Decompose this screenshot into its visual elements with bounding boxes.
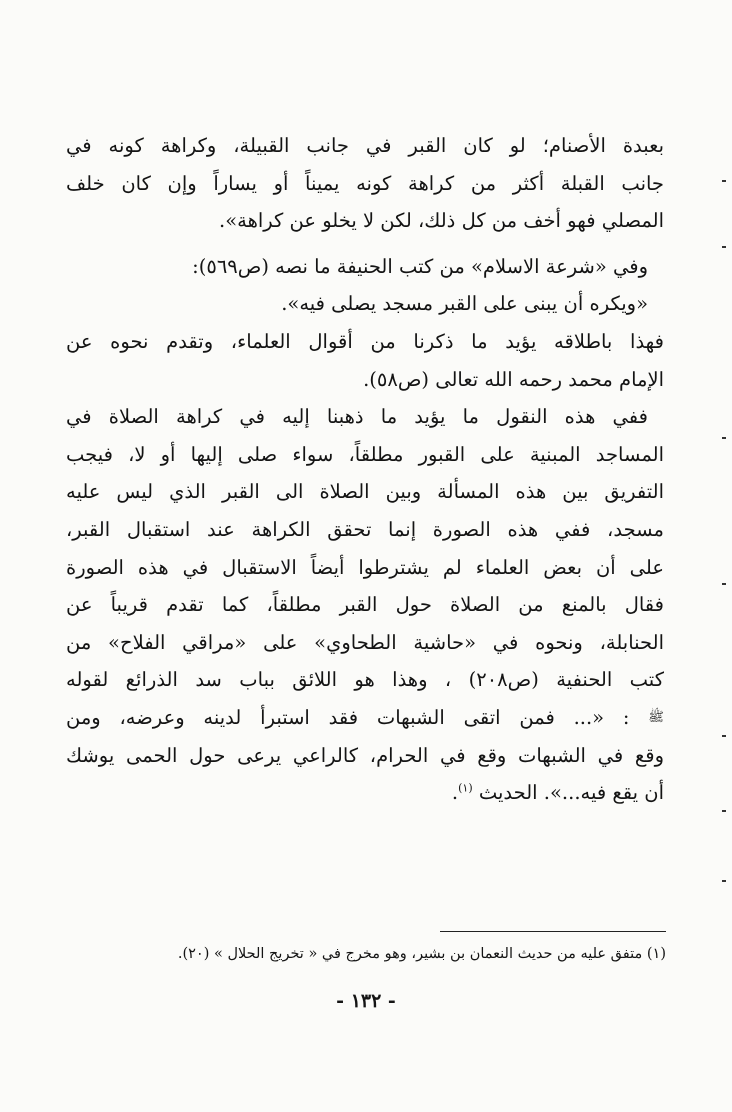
- body-line: على أن بعض العلماء لم يشترطوا أيضاً الاستقبال في هذه الصورة: [66, 555, 664, 579]
- body-line: مسجد، ففي هذه الصورة إنما تحقق الكراهة عند استقبال القبر،: [66, 517, 664, 541]
- margin-mark: [722, 735, 726, 737]
- body-line: المصلي فهو أخف من كل ذلك، لكن لا يخلو عن كراهة».: [219, 209, 664, 233]
- body-line: التفريق بين هذه المسألة وبين الصلاة الى القبر الذي ليس عليه: [66, 480, 664, 504]
- footnote: (١) متفق عليه من حديث النعمان بن بشير، وهو مخرج في « تخريج الحلال » (٢٠).: [177, 946, 666, 962]
- paragraph-gap: [66, 240, 664, 248]
- page-number: - ١٣٢ -: [336, 990, 396, 1012]
- body-line: وقع في الشبهات وقع في الحرام، كالراعي يرعى حول الحمى يوشك: [66, 743, 664, 767]
- margin-mark: [722, 810, 726, 812]
- body-line: فهذا باطلاقه يؤيد ما ذكرنا من أقوال العلماء، وتقدم نحوه عن: [66, 329, 664, 353]
- footnote-reference: (١): [458, 781, 473, 795]
- margin-mark: [722, 246, 726, 248]
- body-line: ففي هذه النقول ما يؤيد ما ذهبنا إليه في كراهة الصلاة في: [66, 405, 648, 429]
- body-text: [66, 127, 664, 812]
- footnote-separator: [440, 931, 666, 932]
- body-line: فقال بالمنع من الصلاة حول القبر مطلقاً، كما تقدم قريباً عن: [66, 593, 664, 617]
- body-line: وفي «شرعة الاسلام» من كتب الحنيفة ما نصه (ص٥٦٩):: [192, 254, 648, 278]
- body-line: «ويكره أن يبنى على القبر مسجد يصلى فيه».: [281, 292, 648, 316]
- body-line: الإمام محمد رحمه الله تعالى (ص٥٨).: [363, 367, 664, 391]
- margin-mark: [722, 180, 726, 182]
- salawat-glyph: ﷺ: [648, 709, 664, 725]
- body-line: بعبدة الأصنام؛ لو كان القبر في جانب القبيلة، وكراهة كونه في: [66, 134, 664, 157]
- margin-mark: [722, 437, 726, 439]
- body-line: المساجد المبنية على القبور مطلقاً، سواء صلى إليها أو لا، فيجب: [66, 442, 664, 466]
- body-line: جانب القبلة أكثر من كراهة كونه يميناً أو يساراً وإن كان خلف: [66, 171, 664, 195]
- body-line: الحنابلة، ونحوه في «حاشية الطحاوي» على «مراقي الفلاح» من: [66, 630, 664, 654]
- body-line: كتب الحنفية (ص٢٠٨) ، وهذا هو اللائق بباب سد الذرائع لقوله: [66, 668, 664, 692]
- body-line-text: أن يقع فيه...». الحديث: [478, 781, 664, 805]
- margin-mark: [722, 880, 726, 882]
- body-line-with-salawat: [66, 699, 664, 737]
- margin-mark: [722, 583, 726, 585]
- body-line-with-footnote-ref: أن يقع فيه...». الحديث $^{(١)}$.: [451, 781, 664, 805]
- body-line-text: : «... فمن اتقى الشبهات فقد استبرأ لدينه وعرضه، ومن: [66, 705, 630, 729]
